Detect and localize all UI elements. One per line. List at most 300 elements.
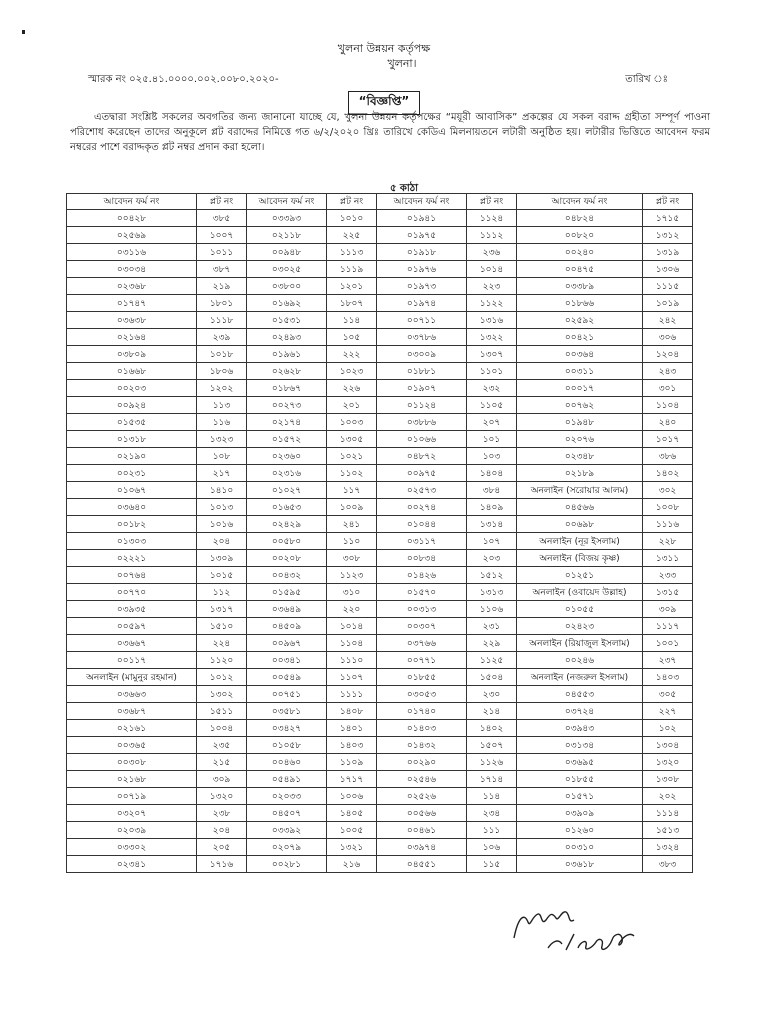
cell-plot-no-1: ১৮০১ [197,295,247,312]
cell-plot-no-3: ২২৯ [467,635,517,652]
cell-plot-no-4: ১৩২০ [643,754,693,771]
cell-form-no-2: ০০২০৮ [247,550,327,567]
cell-plot-no-2: ২২০ [327,601,377,618]
cell-plot-no-2: ১১১০ [327,652,377,669]
cell-plot-no-3: ১১০৬ [467,601,517,618]
cell-plot-no-3: ১৩১৩ [467,584,517,601]
cell-form-no-3: ০১৯৭৪ [377,295,467,312]
cell-plot-no-3: ১৪০২ [467,720,517,737]
cell-form-no-3: ০৩০৫৩ [377,686,467,703]
cell-form-no-2: ০৩৩৯২ [247,822,327,839]
cell-form-no-4: ০০২৪৬ [517,652,643,669]
cell-form-no-4: ০১৮৫৫ [517,771,643,788]
cell-form-no-3: ০৩৯৭৪ [377,839,467,856]
table-row [67,482,693,499]
cell-form-no-2: ০৩৮০০ [247,278,327,295]
cell-form-no-3: ০০৩০৭ [377,618,467,635]
cell-plot-no-2: ২৪১ [327,516,377,533]
cell-form-no-1: ০১৫৩৫ [67,414,197,431]
cell-form-no-4: ০৩১৩৪ [517,737,643,754]
cell-form-no-4: ০০৬৯৮ [517,516,643,533]
table-row [67,278,693,295]
cell-plot-no-1: ২৩৫ [197,737,247,754]
cell-plot-no-4: ১০১৭ [643,431,693,448]
cell-plot-no-1: ১৫১১ [197,703,247,720]
cell-form-no-4: ০০৩৬৪ [517,346,643,363]
cell-form-no-4: অনলাইন (রিয়াজুল ইসলাম) [517,635,643,652]
cell-form-no-2: ০২৩১৬ [247,465,327,482]
table-row [67,448,693,465]
cell-plot-no-2: ১৪০৮ [327,703,377,720]
cell-form-no-3: ০১৯১৮ [377,244,467,261]
cell-plot-no-4: ১৫১৩ [643,822,693,839]
cell-plot-no-4: ১৩০৬ [643,261,693,278]
cell-form-no-1: ০৩৬৩৮ [67,312,197,329]
cell-plot-no-1: ২০৪ [197,533,247,550]
cell-plot-no-3: ২৩২ [467,380,517,397]
table-row [67,465,693,482]
cell-plot-no-2: ১১০৪ [327,635,377,652]
cell-plot-no-2: ১১৪ [327,312,377,329]
cell-plot-no-1: ৩০৯ [197,771,247,788]
table-row [67,669,693,686]
cell-plot-no-1: ১৩২০ [197,788,247,805]
cell-plot-no-2: ১২০১ [327,278,377,295]
cell-plot-no-4: ২২৭ [643,703,693,720]
cell-plot-no-2: ২২৫ [327,227,377,244]
cell-plot-no-3: ২০৭ [467,414,517,431]
organization-city: খুলনা। [387,57,417,70]
cell-form-no-3: ০১৯৭৫ [377,227,467,244]
cell-plot-no-4: ৩৮৩ [643,856,693,873]
cell-form-no-2: ০২১৭৪ [247,414,327,431]
table-row [67,720,693,737]
table-row [67,635,693,652]
cell-form-no-3: ০১৮৮১ [377,363,467,380]
cell-plot-no-4: ২৪২ [643,312,693,329]
cell-plot-no-2: ২২৬ [327,380,377,397]
cell-plot-no-1: ২৩৯ [197,329,247,346]
cell-plot-no-2: ২১৬ [327,856,377,873]
cell-plot-no-3: ১১০৫ [467,397,517,414]
cell-plot-no-2: ১১০ [327,533,377,550]
cell-plot-no-2: ১০০৬ [327,788,377,805]
cell-plot-no-1: ১৪১০ [197,482,247,499]
cell-plot-no-4: ১৪০২ [643,465,693,482]
cell-plot-no-3: ৩৮৪ [467,482,517,499]
table-row [67,312,693,329]
table-row [67,737,693,754]
cell-plot-no-3: ১৪০৪ [467,465,517,482]
cell-plot-no-4: ১৩১১ [643,550,693,567]
table-row [67,839,693,856]
cell-plot-no-2: ১০৫ [327,329,377,346]
cell-form-no-1: ০০২০৩ [67,380,197,397]
cell-plot-no-2: ৩১০ [327,584,377,601]
header-plot-no-1: প্লট নং [197,194,247,210]
cell-plot-no-2: ১০২৩ [327,363,377,380]
cell-form-no-3: ০৩০০৯ [377,346,467,363]
cell-plot-no-3: ২৩৪ [467,805,517,822]
cell-form-no-1: ০০৩৬৫ [67,737,197,754]
cell-plot-no-3: ১১১২ [467,227,517,244]
cell-form-no-4: ০০৪২১ [517,329,643,346]
header-plot-no-4: প্লট নং [643,194,693,210]
cell-form-no-2: ০২০৭৯ [247,839,327,856]
cell-form-no-2: ০১৮৬৭ [247,380,327,397]
cell-form-no-1: ০৩১১৬ [67,244,197,261]
cell-plot-no-3: ১০১৪ [467,261,517,278]
cell-plot-no-2: ১৩০৫ [327,431,377,448]
cell-form-no-4: ০৩৬১৮ [517,856,643,873]
cell-form-no-1: ০৩৯৩৫ [67,601,197,618]
cell-form-no-2: ০০৪৬০ [247,754,327,771]
cell-form-no-2: ০২৩৬০ [247,448,327,465]
cell-form-no-4: ০২০৭৬ [517,431,643,448]
cell-plot-no-3: ১০৭ [467,533,517,550]
cell-form-no-2: ০১৫৯৫ [247,584,327,601]
cell-form-no-2: ০৩৪২৭ [247,720,327,737]
cell-form-no-4: ০১৫৭১ [517,788,643,805]
cell-plot-no-1: ২২৪ [197,635,247,652]
cell-form-no-4: ০২৩৪৮ [517,448,643,465]
cell-form-no-1: ০৩৬৮৭ [67,703,197,720]
cell-plot-no-1: ১৮০৬ [197,363,247,380]
plot-size-label: ৫ কাঠা [389,183,419,194]
table-row [67,329,693,346]
cell-plot-no-4: ১৩১৯ [643,244,693,261]
cell-plot-no-1: ১৩২৩ [197,431,247,448]
cell-plot-no-3: ১৪০৯ [467,499,517,516]
cell-form-no-3: ০১৯৭৩ [377,278,467,295]
cell-form-no-3: ০১৪২৬ [377,567,467,584]
cell-form-no-2: ০৩৩৯৩ [247,210,327,227]
memo-number: স্মারক নং ০২৫.৪১.০০০০.০০২.০০৮০.২০২০- [88,74,279,85]
cell-form-no-4: ০১৮৬৬ [517,295,643,312]
table-row [67,227,693,244]
cell-plot-no-1: ১১২ [197,584,247,601]
cell-form-no-3: ০১৫৭০ [377,584,467,601]
cell-plot-no-3: ১১৫ [467,856,517,873]
table-row [67,703,693,720]
cell-plot-no-3: ২০৩ [467,550,517,567]
cell-plot-no-4: ২৪০ [643,414,693,431]
cell-plot-no-1: ২১৯ [197,278,247,295]
cell-plot-no-3: ১০৩ [467,448,517,465]
cell-plot-no-2: ১১১১ [327,686,377,703]
cell-plot-no-1: ২০৫ [197,839,247,856]
cell-plot-no-2: ১৮০৭ [327,295,377,312]
cell-plot-no-2: ১১০৭ [327,669,377,686]
table-row [67,431,693,448]
cell-plot-no-2: ১১৭ [327,482,377,499]
cell-form-no-1: ০৩৬৬৭ [67,635,197,652]
cell-form-no-2: ০৪৫০৯ [247,618,327,635]
cell-form-no-4: ০০২৪০ [517,244,643,261]
cell-form-no-4: অনলাইন (নূর ইসলাম) [517,533,643,550]
cell-form-no-1: ০০৭১৯ [67,788,197,805]
cell-form-no-1: ০২৩৪১ [67,856,197,873]
cell-form-no-2: ০০৪৩২ [247,567,327,584]
notice-title: “বিজ্ঞপ্তি” [348,91,421,115]
cell-form-no-1: ০০৭৬৪ [67,567,197,584]
table-row [67,771,693,788]
table-header-row [67,194,693,210]
cell-plot-no-2: ১১১৯ [327,261,377,278]
cell-plot-no-4: ১৩০৮ [643,771,693,788]
cell-plot-no-1: ৩৮৭ [197,261,247,278]
cell-plot-no-3: ১৩২২ [467,329,517,346]
table-row [67,618,693,635]
cell-form-no-4: ০২৪২৩ [517,618,643,635]
cell-form-no-3: ০০২৯০ [377,754,467,771]
cell-form-no-2: ০০২৮১ [247,856,327,873]
table-row [67,584,693,601]
cell-plot-no-4: ১৩১২ [643,227,693,244]
cell-form-no-1: ০৩৬৪০ [67,499,197,516]
cell-form-no-4: ০২৫৯২ [517,312,643,329]
table-row [67,601,693,618]
cell-plot-no-1: ২০৪ [197,822,247,839]
cell-form-no-1: ০১৩১৮ [67,431,197,448]
header-form-no-4: আবেদন ফর্ম নং [517,194,643,210]
table-row [67,550,693,567]
cell-plot-no-1: ১৩০২ [197,686,247,703]
cell-form-no-1: ০২১৬১ [67,720,197,737]
cell-form-no-4: ০৩৭২৪ [517,703,643,720]
cell-plot-no-4: ২২৮ [643,533,693,550]
cell-form-no-2: ০৩৫৮১ [247,703,327,720]
cell-form-no-1: ০৩০৩৪ [67,261,197,278]
cell-plot-no-2: ৩০৮ [327,550,377,567]
cell-form-no-2: ০১৯৬১ [247,346,327,363]
cell-form-no-1: ০০৪২৮ [67,210,197,227]
cell-plot-no-3: ১১০১ [467,363,517,380]
cell-plot-no-1: ১৫১০ [197,618,247,635]
cell-plot-no-4: ১১১৫ [643,278,693,295]
cell-plot-no-2: ১৪০১ [327,720,377,737]
header-plot-no-3: প্লট নং [467,194,517,210]
cell-form-no-3: ০০৫৬৬ [377,805,467,822]
table-row [67,244,693,261]
cell-form-no-2: ০১৫৩১ [247,312,327,329]
cell-form-no-3: ০০৮৩৪ [377,550,467,567]
cell-form-no-4: ০০৮২০ [517,227,643,244]
cell-plot-no-2: ১৭১৭ [327,771,377,788]
cell-form-no-4: ০১০৫৫ [517,601,643,618]
cell-form-no-2: ০০৯৬৭ [247,635,327,652]
cell-form-no-3: ০৩৭৮৬ [377,329,467,346]
cell-plot-no-4: ১০২ [643,720,693,737]
cell-form-no-1: ০৩৩০২ [67,839,197,856]
cell-form-no-3: ০৩৮৮৬ [377,414,467,431]
cell-form-no-3: ০০৭১১ [377,312,467,329]
corner-mark [22,30,25,34]
table-row [67,414,693,431]
cell-plot-no-1: ১৩১৭ [197,601,247,618]
cell-form-no-3: ০২৫২৬ [377,788,467,805]
cell-plot-no-2: ১০১০ [327,210,377,227]
cell-form-no-3: ০১৮৫৫ [377,669,467,686]
table-row [67,346,693,363]
cell-form-no-1: ০২১৬৪ [67,329,197,346]
cell-plot-no-3: ১৫০৪ [467,669,517,686]
table-row [67,516,693,533]
table-row [67,754,693,771]
cell-plot-no-3: ১৩০৭ [467,346,517,363]
cell-plot-no-4: ১৭১৫ [643,210,693,227]
cell-plot-no-3: ১১২৬ [467,754,517,771]
cell-form-no-4: ০৪৮২৪ [517,210,643,227]
table-row [67,652,693,669]
cell-plot-no-4: ১১১৭ [643,618,693,635]
cell-plot-no-4: ১৩০৪ [643,737,693,754]
cell-plot-no-1: ১০১১ [197,244,247,261]
header-form-no-3: আবেদন ফর্ম নং [377,194,467,210]
table-row [67,788,693,805]
cell-form-no-3: ০২৫৪৬ [377,771,467,788]
cell-form-no-2: ০১৫৭২ [247,431,327,448]
cell-plot-no-1: ২৩৮ [197,805,247,822]
cell-plot-no-4: ১৩২৪ [643,839,693,856]
cell-form-no-1: ০২১৯০ [67,448,197,465]
cell-form-no-3: ০১৯৭৬ [377,261,467,278]
cell-plot-no-1: ১০১২ [197,669,247,686]
cell-plot-no-2: ১৪০৫ [327,805,377,822]
cell-plot-no-2: ১০০৩ [327,414,377,431]
cell-form-no-4: ০১২৫১ [517,567,643,584]
cell-plot-no-3: ১১৪ [467,788,517,805]
cell-plot-no-1: ১৭১৬ [197,856,247,873]
cell-form-no-1: ০০১১৭ [67,652,197,669]
cell-plot-no-2: ১০০৯ [327,499,377,516]
cell-form-no-4: ০৪৫৫৩ [517,686,643,703]
cell-plot-no-4: ১০০৮ [643,499,693,516]
cell-plot-no-3: ১৫১২ [467,567,517,584]
table-row [67,567,693,584]
cell-form-no-1: ০২৩৬৮ [67,278,197,295]
cell-form-no-1: ০২২২১ [67,550,197,567]
cell-plot-no-1: ১০৮ [197,448,247,465]
cell-form-no-4: অনলাইন (ওবায়েদ উল্লাহ) [517,584,643,601]
cell-plot-no-2: ১১০২ [327,465,377,482]
cell-form-no-4: ০০৭৬২ [517,397,643,414]
cell-plot-no-4: ১১১৬ [643,516,693,533]
cell-plot-no-3: ১৭১৪ [467,771,517,788]
cell-plot-no-4: ৩৮৬ [643,448,693,465]
table-row [67,363,693,380]
cell-plot-no-3: ২১৪ [467,703,517,720]
cell-plot-no-3: ১৩১৬ [467,312,517,329]
cell-plot-no-1: ২১৫ [197,754,247,771]
cell-plot-no-3: ২৩০ [467,686,517,703]
cell-plot-no-4: ১১০৪ [643,397,693,414]
cell-form-no-4: অনলাইন (নজরুল ইসলাম) [517,669,643,686]
cell-plot-no-3: ২২৩ [467,278,517,295]
cell-plot-no-1: ১০১৩ [197,499,247,516]
cell-form-no-4: ০২১৮৯ [517,465,643,482]
table-row [67,380,693,397]
cell-plot-no-3: ১১২২ [467,295,517,312]
cell-form-no-1: ০০৩০৮ [67,754,197,771]
cell-form-no-2: ০১৬৯২ [247,295,327,312]
cell-plot-no-1: ১০১৫ [197,567,247,584]
cell-form-no-1: ০০৭৭০ [67,584,197,601]
table-row [67,261,693,278]
cell-form-no-1: ০০৫৯৭ [67,618,197,635]
cell-plot-no-4: ১৩১৫ [643,584,693,601]
cell-form-no-3: ০০৪৬১ [377,822,467,839]
cell-plot-no-4: ১০০১ [643,635,693,652]
cell-form-no-4: ০৩৬৯৫ [517,754,643,771]
cell-plot-no-1: ১১৩ [197,397,247,414]
cell-form-no-3: ০১০৪৪ [377,516,467,533]
cell-plot-no-4: ১৪০৩ [643,669,693,686]
cell-form-no-3: ০১১২৪ [377,397,467,414]
cell-form-no-3: ০১০৬৬ [377,431,467,448]
cell-form-no-1: ০১৭৪৭ [67,295,197,312]
header-form-no-1: আবেদন ফর্ম নং [67,194,197,210]
cell-form-no-2: ০০৫৪৯ [247,669,327,686]
notice-paragraph: এতদ্বারা সংশ্লিষ্ট সকলের অবগতির জন্য জানানো যাচ্ছে যে, খুলনা উন্নয়ন কর্তৃপক্ষের “ময়ূরী আবাসিক” প্রকল্পের যে সকল বরাদ্দ গ্রহীতা সম্পূর্ণ পাওনা পরিশোধ করেছেন তাদের অনুকূলে প্লট বরাদ্দের নিমিত্তে গত ৬/২/২০২০ খ্রিঃ তারিখে কেডিএ মিলনায়তনে লটারী অনুষ্ঠিত হয়। লটারীর ভিত্তিতে আবেদন ফরম নম্বরের পাশে বরাদ্দকৃত প্লট নম্বর প্রদান করা হলো। [70,112,710,153]
cell-form-no-1: অনলাইন (মামুনুর রহমান) [67,669,197,686]
cell-form-no-3: ০০২৭৪ [377,499,467,516]
cell-form-no-1: ০৩৬৬৩ [67,686,197,703]
cell-plot-no-2: ২০১ [327,397,377,414]
cell-plot-no-4: ১২০৪ [643,346,693,363]
cell-plot-no-2: ১১২৩ [327,567,377,584]
cell-form-no-3: ০১৪৩২ [377,737,467,754]
cell-form-no-1: ০২১৬৮ [67,771,197,788]
cell-plot-no-1: ৩৮৫ [197,210,247,227]
cell-form-no-2: ০৩৬৪৯ [247,601,327,618]
cell-plot-no-4: ২৩৩ [643,567,693,584]
cell-form-no-2: ০২০৩৩ [247,788,327,805]
cell-plot-no-1: ১০১৮ [197,346,247,363]
cell-plot-no-3: ২৩১ [467,618,517,635]
cell-form-no-4: অনলাইন (সরোয়ার আলম) [517,482,643,499]
cell-form-no-1: ০১০৬৭ [67,482,197,499]
cell-plot-no-3: ১৫০৭ [467,737,517,754]
table-row [67,210,693,227]
cell-form-no-3: ০১৪০৩ [377,720,467,737]
cell-form-no-3: ০১৭৪০ [377,703,467,720]
cell-plot-no-2: ১১১৩ [327,244,377,261]
cell-form-no-2: ০১০২৭ [247,482,327,499]
cell-form-no-1: ০০১৮২ [67,516,197,533]
cell-plot-no-4: ৩০৬ [643,329,693,346]
cell-form-no-2: ০০৭৫১ [247,686,327,703]
cell-plot-no-1: ১০১৬ [197,516,247,533]
cell-form-no-1: ০২৫৬৯ [67,227,197,244]
cell-form-no-2: ০০৫৮০ [247,533,327,550]
cell-plot-no-2: ১০২১ [327,448,377,465]
table-row [67,686,693,703]
cell-plot-no-4: ২৩৭ [643,652,693,669]
cell-form-no-4: ০০০১৭ [517,380,643,397]
cell-form-no-3: ০০৯৭৫ [377,465,467,482]
cell-form-no-2: ০১০৫৮ [247,737,327,754]
cell-form-no-4: ০০৩১১ [517,363,643,380]
table-row [67,295,693,312]
cell-form-no-3: ০১৯৪১ [377,210,467,227]
cell-plot-no-3: ১৩১৪ [467,516,517,533]
table-row [67,856,693,873]
cell-plot-no-2: ১০০৫ [327,822,377,839]
cell-plot-no-4: ২০২ [643,788,693,805]
cell-form-no-3: ০০৩১৩ [377,601,467,618]
cell-plot-no-1: ১১১৮ [197,312,247,329]
